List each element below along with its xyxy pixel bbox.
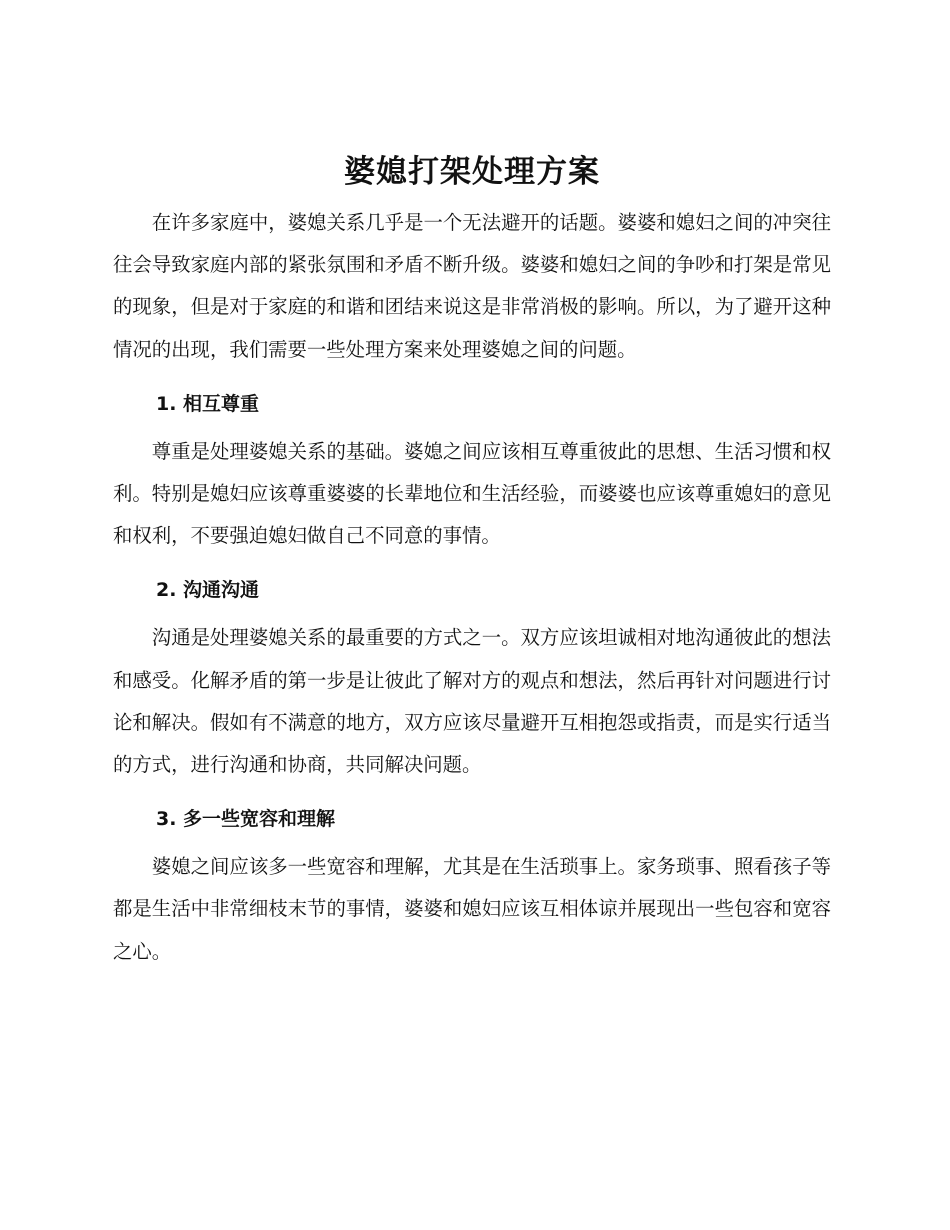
section-heading-tolerance: 3. 多一些宽容和理解 xyxy=(156,808,336,831)
intro-paragraph: 在许多家庭中，婆媳关系几乎是一个无法避开的话题。婆婆和媳妇之间的冲突往往会导致家庭内部的紧张氛围和矛盾不断升级。婆婆和媳妇之间的争吵和打架是常见的现象，但是对于家庭的和谐和团结来说这是非常消极的影响。所以，为了避开这种情况的出现，我们需要一些处理方案来处理婆媳之间的问题。 xyxy=(113,211,831,361)
section-body-communication: 沟通是处理婆媳关系的最重要的方式之一。双方应该坦诚相对地沟通彼此的想法和感受。化解矛盾的第一步是让彼此了解对方的观点和想法，然后再针对问题进行讨论和解决。假如有不满意的地方，双方应该尽量避开互相抱怨或指责，而是实行适当的方式，进行沟通和协商，共同解决问题。 xyxy=(113,626,831,777)
section-heading-respect: 1. 相互尊重 xyxy=(156,392,260,415)
document-title: 婆媳打架处理方案 xyxy=(344,154,600,190)
section-heading-communication: 2. 沟通沟通 xyxy=(156,579,260,602)
section-body-respect: 尊重是处理婆媳关系的基础。婆媳之间应该相互尊重彼此的思想、生活习惯和权利。特别是媳妇应该尊重婆婆的长辈地位和生活经验，而婆婆也应该尊重媳妇的意见和权利，不要强迫媳妇做自己不同意的事情。 xyxy=(113,439,831,548)
document-page xyxy=(113,150,831,973)
section-body-tolerance: 婆媳之间应该多一些宽容和理解，尤其是在生活琐事上。家务琐事、照看孩子等都是生活中非常细枝末节的事情，婆婆和媳妇应该互相体谅并展现出一些包容和宽容之心。 xyxy=(113,855,831,963)
